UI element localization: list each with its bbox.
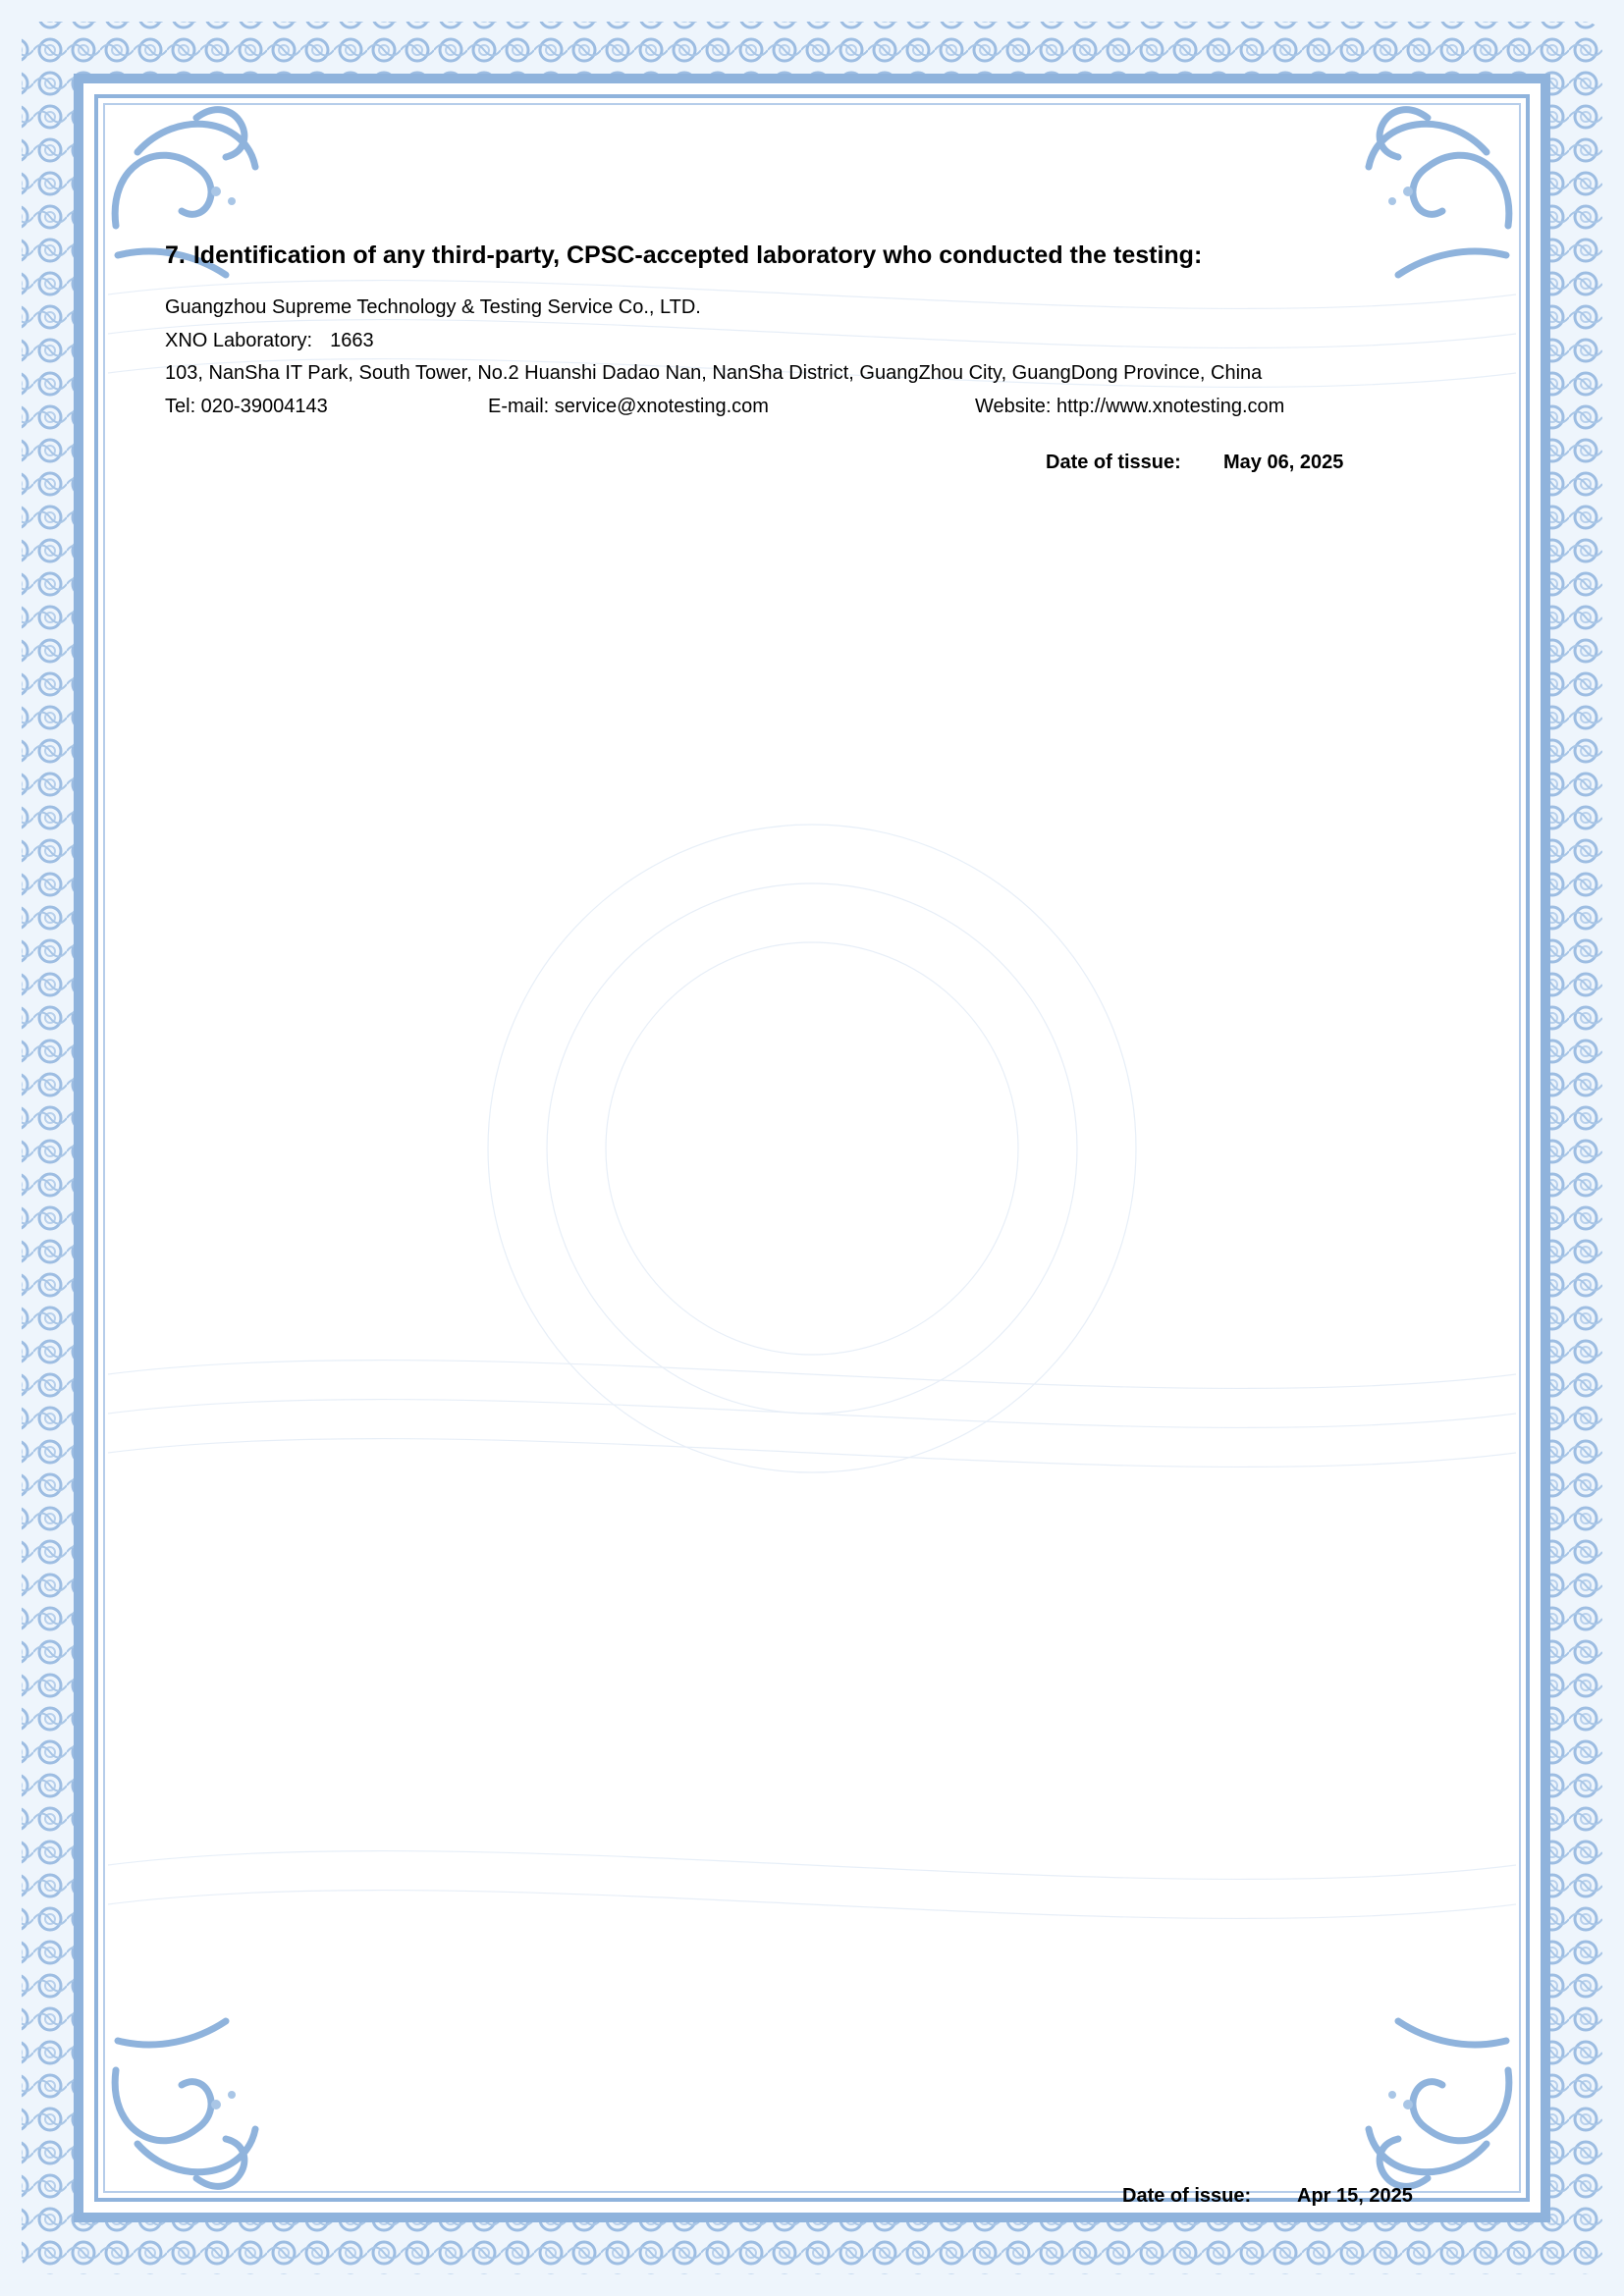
tissue-date-row <box>1046 452 1343 474</box>
lab-contact-row <box>165 391 1382 424</box>
issue-date-value: Apr 15, 2025 <box>1297 2185 1413 2207</box>
lab-website: Website: http://www.xnotesting.com <box>975 395 1285 417</box>
tissue-date-label: Date of tissue: <box>1046 452 1181 473</box>
lab-identification-section <box>165 241 1382 424</box>
section-number: 7. <box>165 241 186 269</box>
lab-tel: Tel: 020-39004143 <box>165 395 328 417</box>
section-title: Identification of any third-party, CPSC-accepted laboratory who conducted the testing: <box>192 241 1203 269</box>
lab-email: E-mail: service@xnotesting.com <box>488 395 769 417</box>
lab-address: 103, NanSha IT Park, South Tower, No.2 Huanshi Dadao Nan, NanSha District, GuangZhou City, GuangDong Province, China <box>165 362 1263 384</box>
section-heading <box>165 241 1382 270</box>
issue-date-row <box>1122 2185 1413 2208</box>
lab-id-value: 1663 <box>330 329 374 351</box>
lab-id-row <box>165 325 1382 358</box>
issue-date-label: Date of issue: <box>1122 2185 1252 2207</box>
lab-id-label: XNO Laboratory: <box>165 329 313 351</box>
tissue-date-value: May 06, 2025 <box>1223 452 1344 473</box>
lab-name: Guangzhou Supreme Technology & Testing Service Co., LTD. <box>165 296 701 318</box>
